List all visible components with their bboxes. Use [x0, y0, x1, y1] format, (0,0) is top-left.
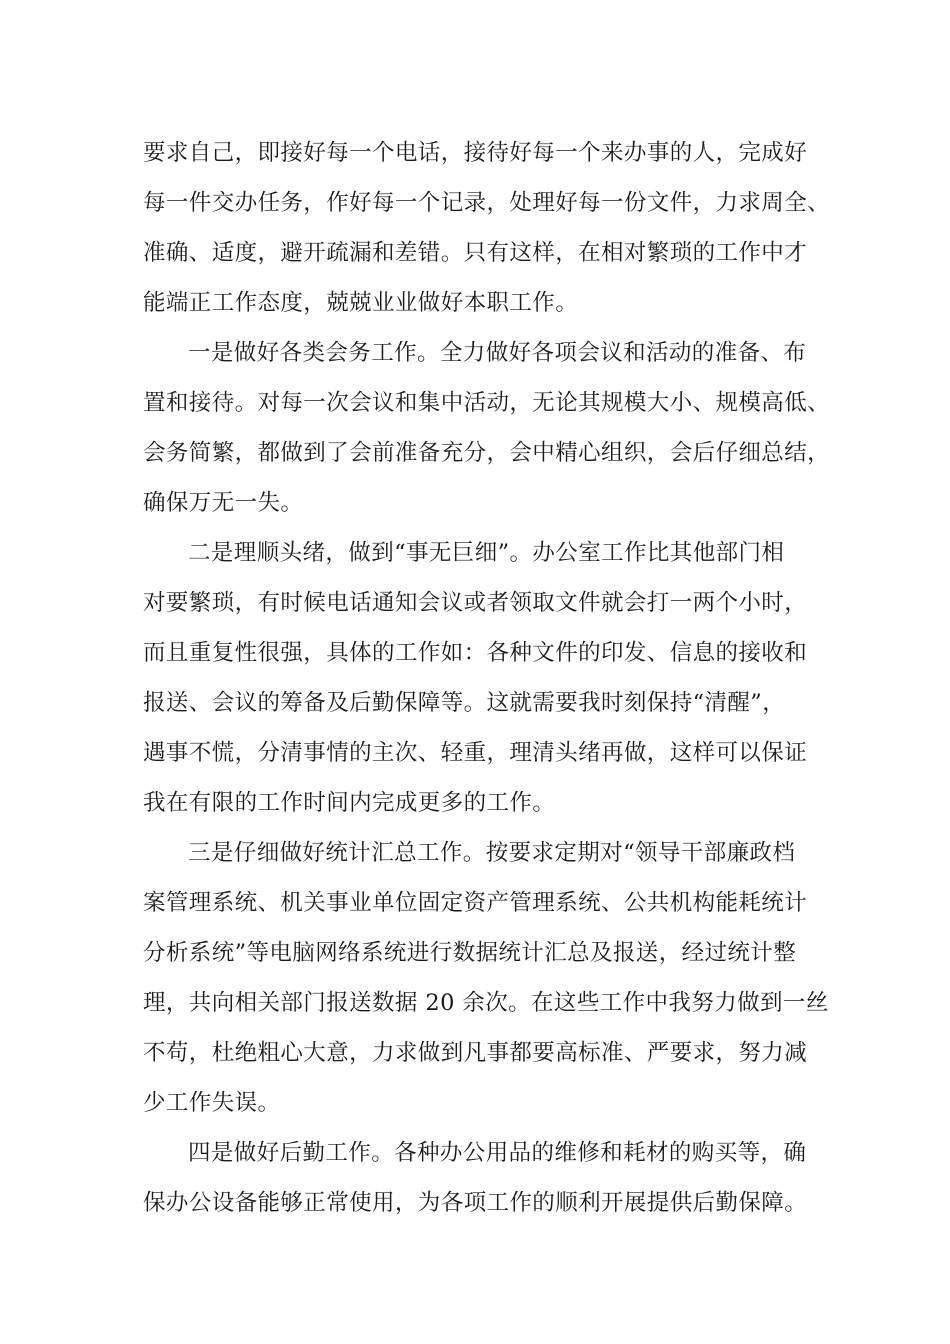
text-line: 能端正工作态度，兢兢业业做好本职工作。	[143, 290, 579, 316]
paragraph-first-line: 一是做好各类会务工作。全力做好各项会议和活动的准备、布	[188, 340, 807, 366]
text-line: 确保万无一失。	[143, 490, 304, 516]
paragraph-first-line: 四是做好后勤工作。各种办公用品的维修和耗材的购买等，确	[188, 1140, 807, 1166]
text-line: 不苟，杜绝粗心大意，力求做到凡事都要高标准、严要求，努力减	[143, 1040, 808, 1066]
text-line: 遇事不慌，分清事情的主次、轻重，理清头绪再做，这样可以保证	[143, 740, 808, 766]
paragraph-first-line: 二是理顺头绪，做到“事无巨细”。办公室工作比其他部门相	[188, 540, 785, 566]
text-line: 要求自己，即接好每一个电话，接待好每一个来办事的人，完成好	[143, 140, 808, 166]
text-line: 少工作失误。	[143, 1090, 281, 1116]
text-line: 报送、会议的筹备及后勤保障等。这就需要我时刻保持“清醒”，	[143, 690, 786, 716]
paragraph-first-line: 三是仔细做好统计汇总工作。按要求定期对“领导干部廉政档	[188, 840, 796, 866]
text-line: 理，共向相关部门报送数据 20 余次。在这些工作中我努力做到一丝	[143, 990, 829, 1016]
text-line: 会务简繁，都做到了会前准备充分，会中精心组织，会后仔细总结，	[143, 440, 831, 466]
text-line: 我在有限的工作时间内完成更多的工作。	[143, 790, 556, 816]
text-line: 对要繁琐，有时候电话通知会议或者领取文件就会打一两个小时，	[143, 590, 808, 616]
text-line: 分析系统”等电脑网络系统进行数据统计汇总及报送，经过统计整	[143, 940, 797, 966]
text-line: 保办公设备能够正常使用，为各项工作的顺利开展提供后勤保障。	[143, 1190, 808, 1216]
text-line: 案管理系统、机关事业单位固定资产管理系统、公共机构能耗统计	[143, 890, 808, 916]
text-line: 每一件交办任务，作好每一个记录，处理好每一份文件，力求周全、	[143, 190, 831, 216]
text-line: 准确、适度，避开疏漏和差错。只有这样，在相对繁琐的工作中才	[143, 240, 808, 266]
text-line: 而且重复性很强，具体的工作如：各种文件的印发、信息的接收和	[143, 640, 808, 666]
text-line: 置和接待。对每一次会议和集中活动，无论其规模大小、规模高低、	[143, 390, 831, 416]
